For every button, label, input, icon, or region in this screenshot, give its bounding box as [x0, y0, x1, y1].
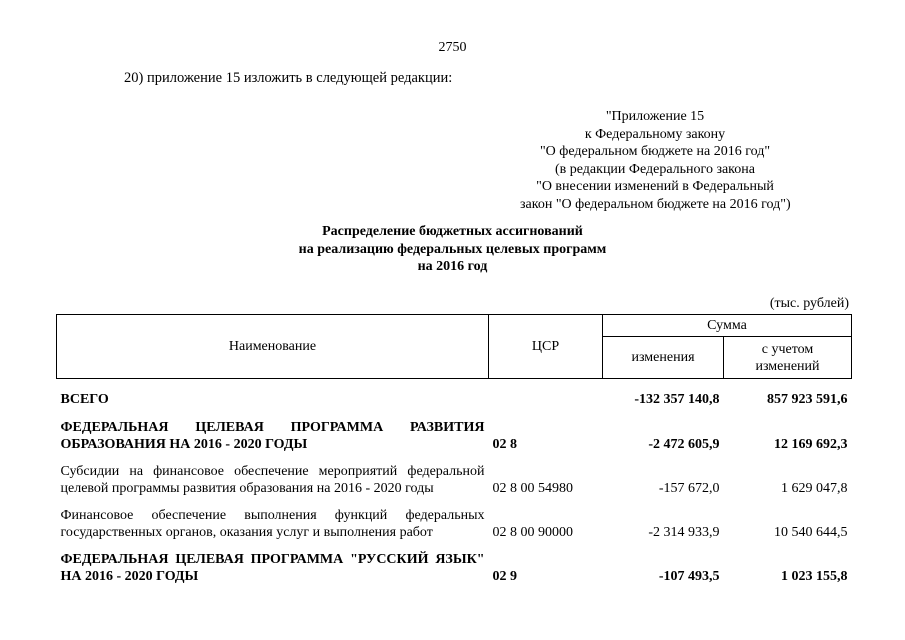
table-row: [57, 507, 852, 541]
amendment-item-text: 20) приложение 15 изложить в следующей редакции:: [124, 70, 453, 86]
row-name: ВСЕГО: [60, 392, 109, 407]
header-csr: ЦСР: [489, 315, 603, 379]
row-total: 857 923 591,6: [767, 392, 848, 407]
row-name: Субсидии на финансовое обеспечение мероприятий федеральной целевой программы развития образования на 2016 - 2020 годы: [60, 464, 485, 496]
table-row: [57, 551, 852, 585]
row-csr: [489, 391, 603, 408]
row-csr: 02 9: [492, 569, 517, 584]
table-row: [57, 419, 852, 453]
title-line: на реализацию федеральных целевых программ: [298, 241, 607, 257]
table-row: [57, 391, 852, 408]
row-total: 10 540 644,5: [774, 525, 848, 540]
row-total: 12 169 692,3: [774, 437, 848, 452]
row-changes: -157 672,0: [658, 481, 720, 496]
annex-header: [520, 108, 790, 213]
row-changes: -107 493,5: [658, 569, 720, 584]
row-csr: 02 8 00 90000: [492, 525, 573, 540]
row-total: 1 023 155,8: [781, 569, 848, 584]
header-name: Наименование: [57, 315, 489, 379]
row-name: ФЕДЕРАЛЬНАЯ ЦЕЛЕВАЯ ПРОГРАММА РАЗВИТИЯ ОБРАЗОВАНИЯ НА 2016 - 2020 ГОДЫ: [60, 420, 485, 452]
row-total: 1 629 047,8: [781, 481, 848, 496]
annex-header-line: (в редакции Федерального закона: [555, 161, 755, 177]
budget-table: [56, 314, 852, 585]
page-number: 2750: [438, 40, 467, 55]
units-label: (тыс. рублей): [769, 296, 849, 311]
table-row: [57, 463, 852, 497]
annex-header-line: закон "О федеральном бюджете на 2016 год"): [520, 196, 791, 212]
annex-header-line: "О внесении изменений в Федеральный: [536, 179, 774, 194]
title-line: Распределение бюджетных ассигнований: [322, 224, 583, 239]
annex-header-line: к Федеральному закону: [584, 126, 726, 142]
row-csr: 02 8: [492, 437, 517, 452]
annex-header-line: "Приложение 15: [605, 109, 705, 124]
annex-header-line: "О федеральном бюджете на 2016 год": [539, 144, 771, 159]
title-line: на 2016 год: [417, 259, 488, 274]
row-changes: -2 472 605,9: [648, 437, 720, 452]
header-with-changes: с учетом изменений: [724, 337, 852, 379]
header-changes: изменения: [603, 337, 724, 379]
row-name: ФЕДЕРАЛЬНАЯ ЦЕЛЕВАЯ ПРОГРАММА "РУССКИЙ ЯЗЫК" НА 2016 - 2020 ГОДЫ: [60, 552, 485, 584]
row-changes: -2 314 933,9: [648, 525, 720, 540]
row-changes: -132 357 140,8: [634, 392, 720, 407]
row-csr: 02 8 00 54980: [492, 481, 573, 496]
row-name: Финансовое обеспечение выполнения функций федеральных государственных органов, оказания услуг и выполнения работ: [60, 508, 485, 540]
document-title: [0, 223, 905, 276]
header-sum: Сумма: [603, 315, 852, 337]
